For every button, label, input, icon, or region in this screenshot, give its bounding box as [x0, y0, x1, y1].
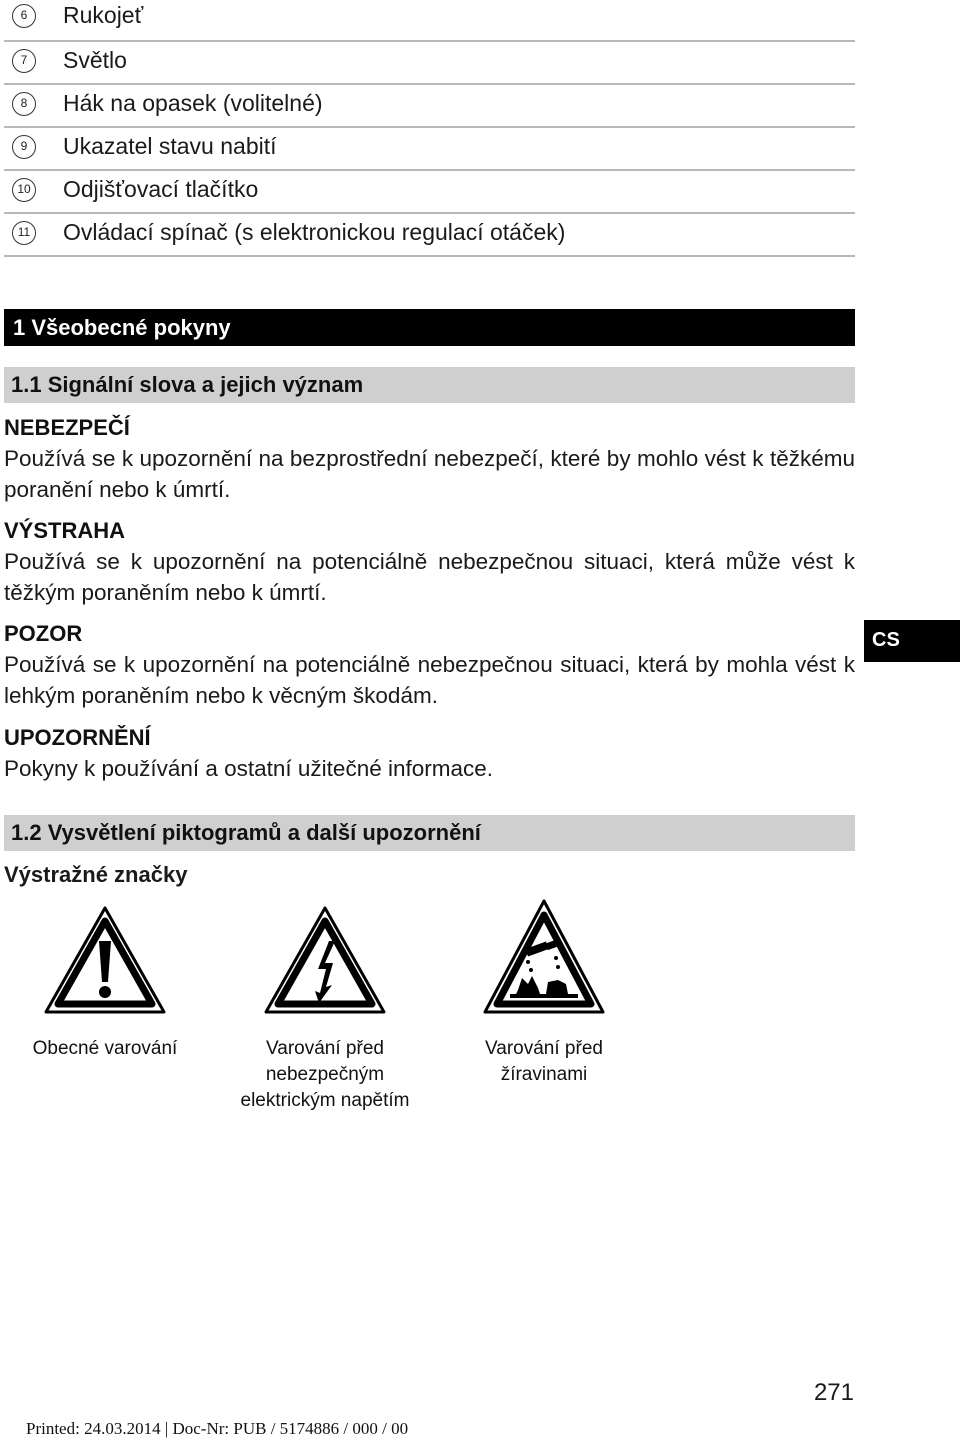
item-number: 10 [12, 178, 36, 202]
signal-notice [4, 723, 855, 784]
sign-caption: Varování před nebezpečným elektrickým napětím [240, 1038, 410, 1111]
signal-description: Používá se k upozornění na potenciálně nebezpečnou situaci, která může vést k těžkým poraněním nebo k úmrtí. [4, 549, 855, 605]
warning-sign-general [0, 905, 225, 1062]
subsection-heading [4, 815, 855, 851]
signal-word: POZOR [4, 621, 83, 646]
signal-description: Používá se k upozornění na bezprostřední nebezpečí, které by mohlo vést k těžkému poranění nebo k úmrtí. [4, 446, 855, 502]
item-label: Ukazatel stavu nabití [63, 133, 277, 159]
electric-voltage-warning-icon [263, 905, 387, 1015]
section-title: 1 Všeobecné pokyny [13, 315, 231, 340]
language-tab [864, 620, 960, 662]
item-number: 7 [12, 49, 36, 73]
item-label: Světlo [63, 47, 127, 73]
item-label: Rukojeť [63, 2, 144, 28]
signal-word: UPOZORNĚNÍ [4, 725, 151, 750]
subsection-title: 1.1 Signální slova a jejich význam [11, 372, 364, 397]
parts-list [4, 0, 855, 257]
item-label: Hák na opasek (volitelné) [63, 90, 323, 116]
warning-sign-electric [205, 905, 445, 1114]
page-number: 271 [813, 1379, 854, 1406]
signal-description: Pokyny k používání a ostatní užitečné informace. [4, 756, 494, 781]
signal-danger [4, 413, 855, 505]
sign-caption: Obecné varování [32, 1038, 178, 1059]
item-number: 6 [12, 4, 36, 28]
list-item [4, 42, 855, 85]
item-number: 9 [12, 135, 36, 159]
list-item [4, 214, 855, 257]
section-heading [4, 309, 855, 346]
corrosive-warning-icon [482, 898, 606, 1015]
item-label: Ovládací spínač (s elektronickou regulací otáček) [63, 219, 566, 245]
item-label: Odjišťovací tlačítko [63, 176, 259, 202]
warning-sign-corrosive [424, 898, 664, 1088]
signal-description: Používá se k upozornění na potenciálně nebezpečnou situaci, která by mohla vést k lehkým poraněním nebo k věcným škodám. [4, 652, 855, 708]
language-code: CS [872, 629, 900, 651]
subsection-heading [4, 367, 855, 403]
subsection-title: 1.2 Vysvětlení piktogramů a další upozornění [11, 820, 481, 845]
list-item [4, 85, 855, 128]
item-number: 11 [12, 221, 36, 245]
signal-word: VÝSTRAHA [4, 518, 126, 543]
signal-word: NEBEZPEČÍ [4, 415, 130, 440]
list-item [4, 128, 855, 171]
general-warning-icon [43, 905, 167, 1015]
signal-warning [4, 516, 855, 608]
signal-caution [4, 619, 855, 711]
print-footer: Printed: 24.03.2014 | Doc-Nr: PUB / 5174886 / 000 / 00 [26, 1419, 409, 1438]
item-number: 8 [12, 92, 36, 116]
list-item [4, 0, 855, 42]
warning-signs-heading: Výstražné značky [4, 862, 188, 887]
sign-caption: Varování před žíravinami [485, 1038, 603, 1085]
list-item [4, 171, 855, 214]
